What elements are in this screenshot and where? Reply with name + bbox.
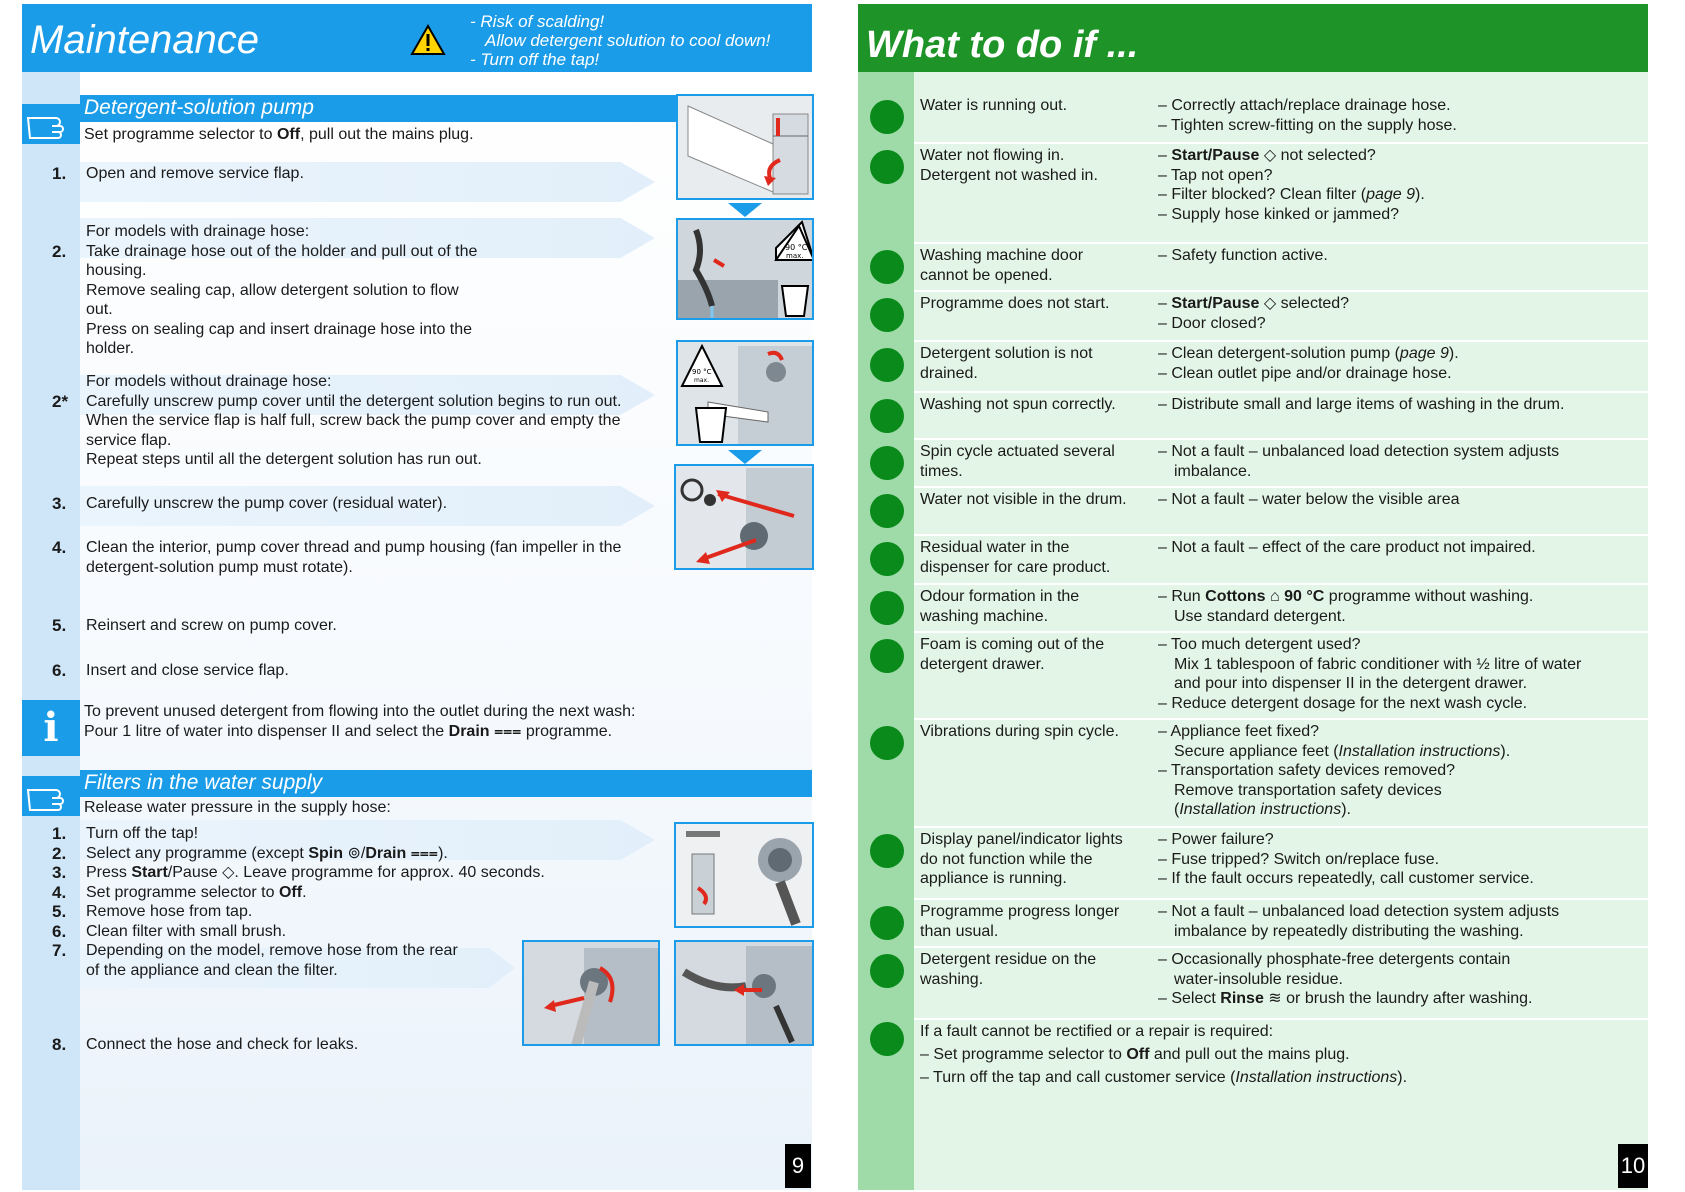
problem-text [920, 442, 1142, 481]
hand-pointer-icon [22, 104, 80, 144]
pump-cover-illustration [676, 340, 814, 446]
solution-line: – If the fault occurs repeatedly, call customer service. [1158, 870, 1534, 887]
step-line: Depending on the model, remove hose from the rear [86, 942, 458, 959]
solution-line: – Distribute small and large items of washing in the drum. [1158, 396, 1565, 413]
solution-line: imbalance by repeatedly distributing the washing. [1174, 922, 1524, 940]
arrow-down-icon [728, 203, 762, 217]
problem-text [920, 146, 1142, 185]
row-divider [914, 142, 1648, 144]
step-line: out. [86, 301, 113, 318]
problem-line: Display panel/indicator lights [920, 831, 1123, 848]
status-dot-icon [870, 639, 904, 673]
step-text: Carefully unscrew the pump cover (residual water). [86, 495, 448, 512]
problem-text [920, 950, 1142, 989]
step-text-block [86, 538, 621, 577]
warning-icon [410, 24, 446, 56]
step-number: 1. [52, 824, 67, 843]
row-divider [914, 898, 1648, 900]
solution-text [1158, 538, 1646, 558]
step-line: holder. [86, 340, 135, 357]
status-dot-icon [870, 298, 904, 332]
rear-filter-illustration [522, 940, 660, 1046]
row-divider [914, 242, 1648, 244]
solution-line: – Run Cottons ⌂ 90 °C programme without washing. [1158, 588, 1534, 605]
step-line: Clean the interior, pump cover thread and pump housing (fan impeller in the [86, 539, 622, 556]
status-dot-icon [870, 250, 904, 284]
problem-line: Residual water in the [920, 539, 1070, 556]
svg-text:90 °C: 90 °C [785, 243, 808, 252]
status-dot-icon [870, 954, 904, 988]
problem-line: Detergent residue on the [920, 951, 1097, 968]
warning-line: - Turn off the tap! [470, 50, 600, 69]
solution-line: – Occasionally phosphate-free detergents contain [1158, 951, 1511, 968]
solution-line: and pour into dispenser II in the detergent drawer. [1174, 675, 1528, 692]
solution-line: – Door closed? [1158, 314, 1266, 332]
problem-line: Washing not spun correctly. [920, 396, 1116, 413]
step-line: service flap. [86, 431, 172, 449]
problem-text [920, 902, 1142, 941]
start-pause-icon: ◇ [222, 864, 235, 881]
step-number: 2. [52, 843, 67, 863]
service-flap-illustration [676, 94, 814, 200]
problem-line: Programme progress longer [920, 903, 1120, 920]
step-text-block [86, 824, 545, 980]
status-dot-icon [870, 542, 904, 576]
problem-text [920, 294, 1142, 314]
row-divider [914, 290, 1648, 292]
row-divider [914, 583, 1648, 585]
solution-text [1158, 344, 1646, 383]
status-dot-icon [870, 494, 904, 528]
row-divider [914, 534, 1648, 536]
solution-line: – Clean detergent-solution pump (page 9). [1158, 345, 1459, 362]
problem-line: Spin cycle actuated several [920, 443, 1115, 460]
solution-line: – Not a fault – unbalanced load detection system adjusts [1158, 443, 1560, 460]
problem-text [920, 246, 1142, 285]
problem-line: Washing machine door [920, 247, 1084, 264]
row-divider [914, 946, 1648, 948]
status-dot-icon [870, 348, 904, 382]
problem-line: do not function while the [920, 850, 1093, 868]
step-number: 4. [52, 538, 67, 557]
step-line: of the appliance and clean the filter. [86, 961, 338, 979]
solution-text [1158, 96, 1646, 135]
step-number: 1. [52, 164, 67, 183]
svg-text:max.: max. [694, 377, 709, 384]
status-dot-icon [870, 399, 904, 433]
problem-text [920, 722, 1142, 742]
step-line: Remove hose from tap. [86, 903, 253, 920]
row-divider [914, 391, 1648, 393]
solution-text [1158, 490, 1646, 510]
problem-line: dispenser for care product. [920, 558, 1111, 576]
page-number: 10 [1618, 1144, 1648, 1188]
solution-line: – Select Rinse ≋ or brush the laundry after washing. [1158, 990, 1533, 1007]
solution-text [1158, 442, 1646, 481]
step-line: Select any programme (except Spin ⊚/Drain ⩶). [86, 844, 448, 862]
status-dot-icon [870, 726, 904, 760]
step-number: 3. [52, 863, 67, 882]
problem-text [920, 344, 1142, 383]
step-number: 2* [52, 392, 69, 411]
page-title: What to do if ... [866, 24, 1139, 66]
warning-line: - Risk of scalding! [470, 12, 605, 31]
problem-line: detergent drawer. [920, 655, 1045, 673]
step-text-block [86, 372, 621, 470]
solution-line: – Too much detergent used? [1158, 636, 1361, 653]
status-dot-icon [870, 1022, 904, 1056]
row-divider [914, 718, 1648, 720]
solution-line: – Start/Pause ◇ not selected? [1158, 147, 1376, 164]
problem-line: Foam is coming out of the [920, 636, 1105, 653]
solution-line: – Filter blocked? Clean filter (page 9). [1158, 186, 1425, 203]
problem-line: Vibrations during spin cycle. [920, 723, 1119, 740]
solution-line: – Reduce detergent dosage for the next wash cycle. [1158, 694, 1528, 712]
problem-line: appliance is running. [920, 870, 1067, 887]
status-dot-icon [870, 591, 904, 625]
step-line: When the service flap is half full, screw back the pump cover and empty the [86, 412, 621, 429]
drainage-hose-illustration [676, 218, 814, 320]
step-line: Remove sealing cap, allow detergent solution to flow [86, 281, 459, 299]
step-number: 4. [52, 882, 67, 902]
solution-text [1158, 294, 1646, 333]
solution-line: – Transportation safety devices removed? [1158, 762, 1456, 779]
problem-line: Detergent not washed in. [920, 166, 1098, 184]
row-divider [914, 631, 1648, 633]
solution-line: Mix 1 tablespoon of fabric conditioner with ½ litre of water [1174, 655, 1582, 673]
solution-text [1158, 830, 1646, 889]
info-icon: i [22, 700, 80, 756]
problem-line: Odour formation in the [920, 588, 1080, 605]
solution-line: – Safety function active. [1158, 247, 1328, 264]
tap-hose-illustration [674, 822, 814, 928]
step-line: Press on sealing cap and insert drainage hose into the [86, 320, 473, 338]
row-divider [914, 826, 1648, 828]
info-line: Pour 1 litre of water into dispenser II and select the Drain ⩶ programme. [84, 722, 613, 740]
status-dot-icon [870, 834, 904, 868]
solution-line: water-insoluble residue. [1174, 970, 1343, 988]
step-line: Press Start/Pause ◇. Leave programme for approx. 40 seconds. [86, 864, 545, 881]
pump-interior-illustration [674, 464, 814, 570]
solution-text [1158, 587, 1646, 626]
solution-line: – Correctly attach/replace drainage hose. [1158, 97, 1451, 114]
step-line: Turn off the tap! [86, 825, 199, 842]
problem-line: drained. [920, 364, 978, 382]
step-text: Reinsert and screw on pump cover. [86, 617, 337, 634]
solution-line: – Not a fault – effect of the care product not impaired. [1158, 539, 1536, 556]
step-line: Repeat steps until all the detergent solution has run out. [86, 451, 482, 468]
drain-icon: ⩶ [494, 722, 522, 740]
footer-line: If a fault cannot be rectified or a repair is required: [920, 1023, 1274, 1040]
warning-text [470, 12, 770, 69]
problem-line: than usual. [920, 922, 999, 940]
step-line: detergent-solution pump must rotate). [86, 558, 353, 576]
step-line: Clean filter with small brush. [86, 922, 287, 940]
problem-line: Water not visible in the drum. [920, 491, 1127, 508]
solution-line: – Power failure? [1158, 831, 1274, 848]
step-text: Insert and close service flap. [86, 662, 289, 679]
solution-text [1158, 395, 1646, 415]
status-dot-icon [870, 446, 904, 480]
solution-text [1158, 950, 1646, 1009]
problem-line: Detergent solution is not [920, 345, 1093, 362]
problem-line: Programme does not start. [920, 295, 1110, 312]
footer-line: – Set programme selector to Off and pull out the mains plug. [920, 1046, 1350, 1063]
solution-line: – Tighten screw-fitting on the supply hose. [1158, 116, 1457, 134]
solution-line: Use standard detergent. [1174, 607, 1346, 625]
step-number: 5. [52, 616, 67, 635]
section-intro: Release water pressure in the supply hose: [84, 799, 391, 816]
page-title: Maintenance [30, 18, 260, 62]
solution-line: – Fuse tripped? Switch on/replace fuse. [1158, 850, 1440, 868]
step-text-block [86, 222, 477, 359]
footer-text [920, 1020, 1407, 1089]
drain-icon: ⩶ [410, 844, 439, 862]
problem-text [920, 538, 1142, 577]
solution-line: Remove transportation safety devices [1174, 781, 1442, 799]
svg-text:max.: max. [786, 252, 804, 260]
problem-text [920, 490, 1142, 510]
step-number: 3. [52, 494, 67, 513]
step-line: Take drainage hose out of the holder and pull out of the [86, 242, 478, 260]
row-divider [914, 340, 1648, 342]
left-margin-strip [22, 70, 80, 1190]
step-line: Set programme selector to Off. [86, 883, 307, 901]
problem-line: Water is running out. [920, 97, 1068, 114]
hand-pointer-icon [22, 776, 80, 816]
section-intro: Set programme selector to Off, pull out the mains plug. [84, 126, 474, 143]
problem-line: washing. [920, 970, 984, 988]
problem-line: washing machine. [920, 607, 1049, 625]
info-text [84, 702, 635, 741]
solution-line: – Supply hose kinked or jammed? [1158, 205, 1400, 223]
footer-line: – Turn off the tap and call customer service (Installation instructions). [920, 1069, 1408, 1086]
step-line: For models with drainage hose: [86, 223, 310, 240]
problem-line: cannot be opened. [920, 266, 1053, 284]
step-numbers [52, 824, 66, 961]
solution-line: imbalance. [1174, 462, 1252, 480]
status-dot-icon [870, 100, 904, 134]
solution-line: – Not a fault – unbalanced load detection system adjusts [1158, 903, 1560, 920]
step-number: 8. [52, 1035, 67, 1054]
solution-line: – Tap not open? [1158, 166, 1273, 184]
step-number: 2. [52, 242, 67, 261]
section-title-filters: Filters in the water supply [84, 771, 323, 794]
solution-line: Secure appliance feet (Installation instructions). [1174, 742, 1511, 760]
problem-text [920, 96, 1142, 116]
filter-cleaning-illustration [674, 940, 814, 1046]
status-dot-icon [870, 906, 904, 940]
status-dot-icon [870, 150, 904, 184]
problem-text [920, 635, 1142, 674]
solution-text [1158, 635, 1646, 713]
step-number: 6. [52, 921, 67, 941]
solution-line: – Clean outlet pipe and/or drainage hose. [1158, 364, 1452, 382]
solution-line: – Start/Pause ◇ selected? [1158, 295, 1350, 312]
step-text: Connect the hose and check for leaks. [86, 1036, 359, 1053]
solution-line: – Appliance feet fixed? [1158, 723, 1320, 740]
step-number: 5. [52, 902, 67, 921]
step-line: Carefully unscrew pump cover until the detergent solution begins to run out. [86, 392, 622, 410]
step-text: Open and remove service flap. [86, 165, 304, 182]
problem-line: Water not flowing in. [920, 147, 1065, 164]
info-line: To prevent unused detergent from flowing into the outlet during the next wash: [84, 703, 636, 720]
step-number: 7. [52, 941, 67, 960]
page-number: 9 [785, 1144, 811, 1188]
row-divider [914, 486, 1648, 488]
solution-text [1158, 246, 1646, 266]
problem-text [920, 395, 1142, 415]
step-line: For models without drainage hose: [86, 373, 332, 390]
solution-line: – Not a fault – water below the visible area [1158, 491, 1460, 508]
problem-text [920, 830, 1142, 889]
step-number: 6. [52, 661, 67, 680]
solution-line: (Installation instructions). [1174, 801, 1351, 818]
problem-line: times. [920, 462, 963, 480]
row-divider [914, 438, 1648, 440]
step-line: housing. [86, 262, 147, 279]
arrow-down-icon [728, 450, 762, 464]
problem-text [920, 587, 1142, 626]
section-title-pump: Detergent-solution pump [84, 96, 314, 119]
solution-text [1158, 722, 1646, 820]
warning-line: Allow detergent solution to cool down! [485, 31, 771, 50]
spin-icon: ⊚ [347, 844, 361, 862]
svg-text:90 °C: 90 °C [692, 368, 712, 376]
solution-text [1158, 902, 1646, 941]
solution-text [1158, 146, 1646, 224]
